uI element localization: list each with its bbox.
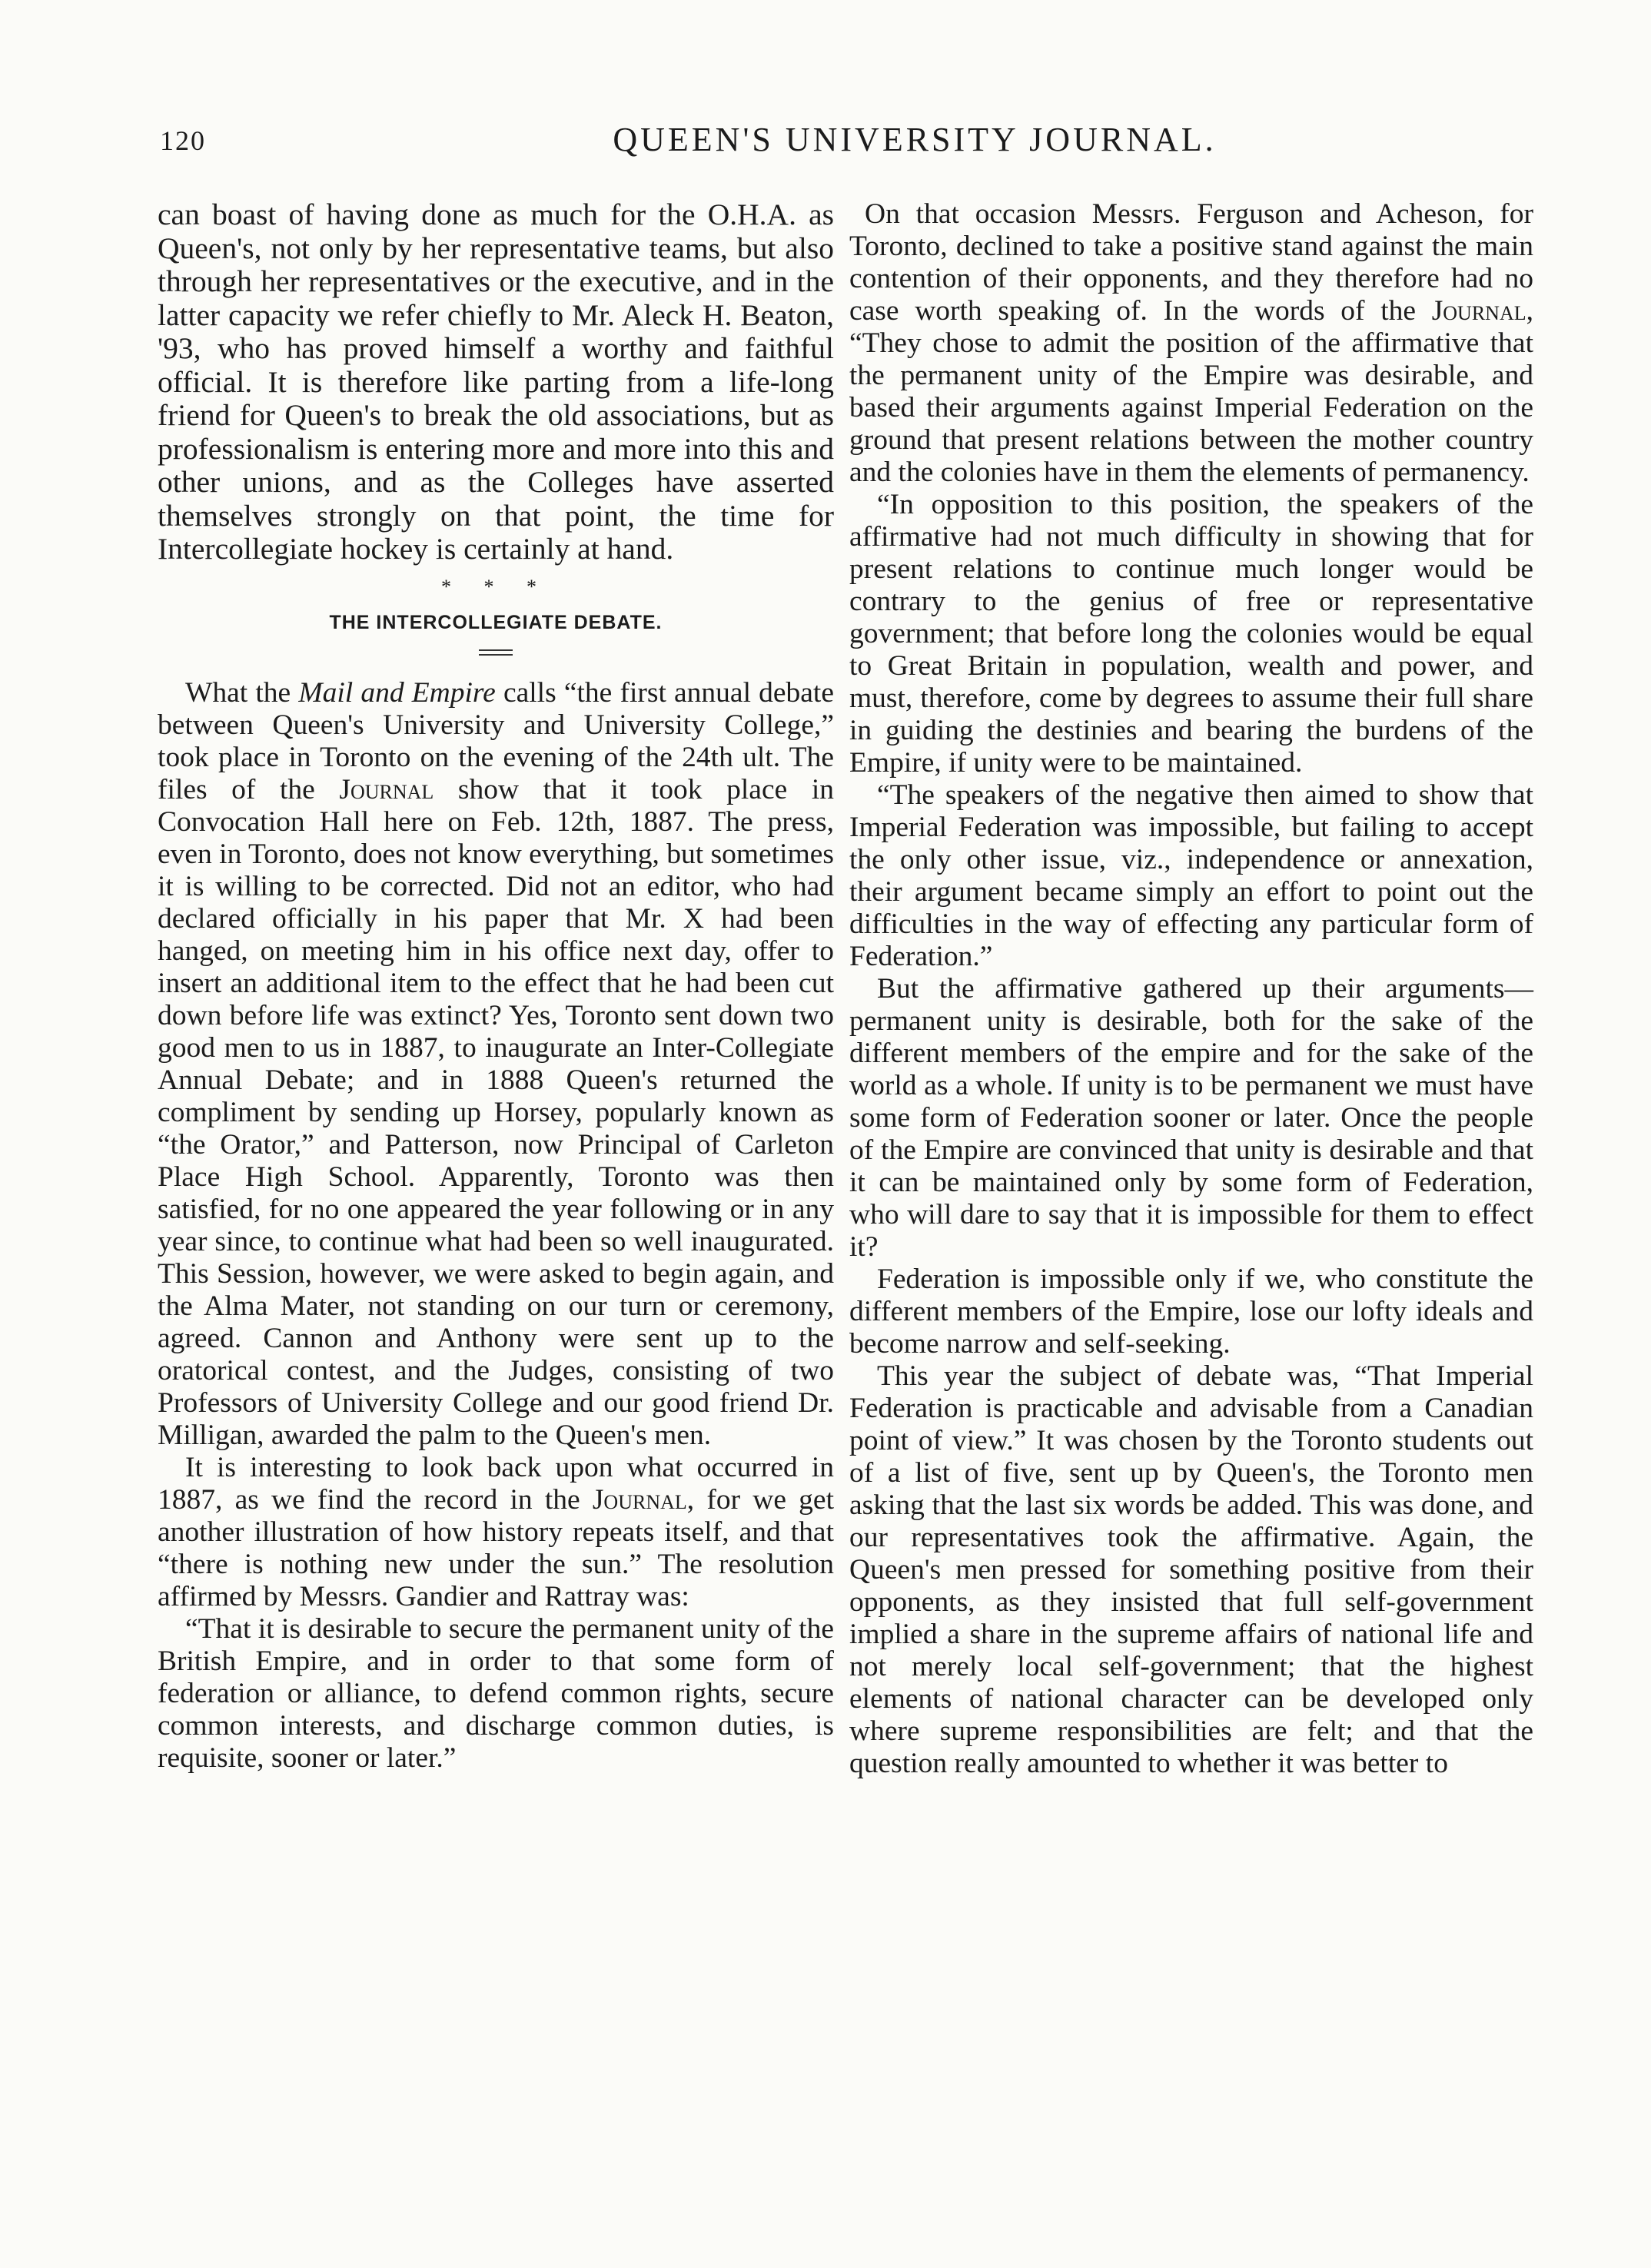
- right-paragraph-4: But the affirmative gathered up their arguments—permanent unity is desirable, both for the sake of the different members of the empire and for the sake of the world as a whole. If unity is to be permanent we must have some form of Federation sooner or later. Once the people of the Empire are convinced that unity is desirable and that it can be maintained only by some form of Federation, who will dare to say that it is impossible for them to effect it?: [849, 973, 1533, 1263]
- right-paragraph-5: Federation is impossible only if we, who constitute the different members of the Empire, lose our lofty ideals and become narrow and self-seeking.: [849, 1264, 1533, 1360]
- right-paragraph-3: “The speakers of the negative then aimed to show that Imperial Federation was impossible, but failing to accept the only other issue, viz., independence or annexation, their argument became simply an effort to point out the difficulties in the way of effecting any particular form of Federation.”: [849, 779, 1533, 972]
- section-heading: THE INTERCOLLEGIATE DEBATE.: [329, 611, 663, 633]
- text-run: What the: [185, 676, 299, 709]
- resolution-quote: “That it is desirable to secure the permanent unity of the British Empire, and in order to that some form of federation or alliance, to defend common rights, secure common interests, and discharge common duties, is requisite, sooner or later.”: [158, 1612, 834, 1774]
- text-run: On that occasion Messrs. Ferguson and Acheson, for Toronto, declined to take a positive stand against the main contention of their opponents, and they therefore had no case worth speaking of. In the words of the: [849, 198, 1533, 327]
- journal-name: Journal: [592, 1483, 687, 1516]
- journal-name: Journal: [1431, 295, 1526, 327]
- right-column: [849, 198, 1533, 1780]
- running-title: QUEEN'S UNIVERSITY JOURNAL.: [613, 121, 1217, 158]
- hockey-paragraph: can boast of having done as much for the O.H.A. as Queen's, not only by her representative teams, but also through her representatives or the executive, and in the latter capacity we refer chiefly to Mr. Aleck H. Beaton, '93, who has proved himself a worthy and faithful official. It is therefore like parting from a life-long friend for Queen's to break the old associations, but as professionalism is entering more and more into this and other unions, and as the Colleges have asserted themselves strongly on that point, the time for Intercollegiate hockey is certainly at hand.: [158, 198, 834, 566]
- debate-paragraph-1: [158, 677, 834, 1452]
- text-run: , “They chose to admit the position of the affirmative that the permanent unity of the Empire was desirable, and based their arguments against Imperial Federation on the ground that present relations between the mother country and the colonies have in them the elements of permanency.: [849, 295, 1533, 488]
- newspaper-title: Mail and Empire: [298, 676, 496, 709]
- right-paragraph-1: [849, 198, 1533, 489]
- asterism: * * *: [441, 575, 550, 598]
- right-paragraph-6: This year the subject of debate was, “That Imperial Federation is practicable and advisable from a Canadian point of view.” It was chosen by the Toronto students out of a list of five, sent up by Queen's, the Toronto men asking that the last six words be added. This was done, and our representatives took the affirmative. Again, the Queen's men pressed for something positive from their opponents, as they insisted that full self-government implied a share in the supreme affairs of national life and not merely local self-government; that the highest elements of national character can be developed only where supreme responsibilities are felt; and that the question really amounted to whether it was better to: [849, 1360, 1533, 1779]
- text-run: It is interesting to look back upon what occurred in 1887, as we find the record in the: [158, 1451, 834, 1516]
- journal-name: Journal: [339, 773, 434, 805]
- left-column: [158, 198, 834, 1775]
- text-run: show that it took place in Convocation Hall here on Feb. 12th, 1887. The press, even in Toronto, does not know everything, but sometimes it is willing to be corrected. Did not an editor, who had declared officially in his paper that Mr. X had been hanged, on meeting him in his office next day, offer to insert an additional item to the effect that he had been cut down before life was extinct? Yes, Toronto sent down two good men to us in 1887, to inaugurate an Inter-Collegiate Annual Debate; and in 1888 Queen's returned the compliment by sending up Horsey, popularly known as “the Orator,” and Patterson, now Principal of Carleton Place High School. Apparently, Toronto was then satisfied, for no one appeared the year following or in any year since, to continue what had been so well inaugurated. This Session, however, we were asked to begin again, and the Alma Mater, not standing on our turn or ceremony, agreed. Cannon and Anthony were sent up to the oratorical contest, and the Judges, consisting of two Professors of University College and our good friend Dr. Milligan, awarded the palm to the Queen's men.: [158, 773, 834, 1451]
- right-paragraph-2: “In opposition to this position, the speakers of the affirmative had not much difficulty in showing that for present relations to continue much longer would be contrary to the genius of free or representative government; that before long the colonies would be equal to Great Britain in population, wealth and power, and must, therefore, come by degrees to assume their full share in guiding the destinies and bearing the burdens of the Empire, if unity were to be maintained.: [849, 489, 1533, 779]
- text-run: , for we get another illustration of how history repeats itself, and that “there is nothing new under the sun.” The resolution affirmed by Messrs. Gandier and Rattray was:: [158, 1483, 834, 1612]
- heading-rule: [479, 649, 513, 651]
- page-number: 120: [160, 125, 206, 156]
- debate-paragraph-2: [158, 1452, 834, 1613]
- text-run: calls “the first annual debate between Queen's University and University College,” took place in Toronto on the evening of the 24th ult. The files of the: [158, 676, 834, 805]
